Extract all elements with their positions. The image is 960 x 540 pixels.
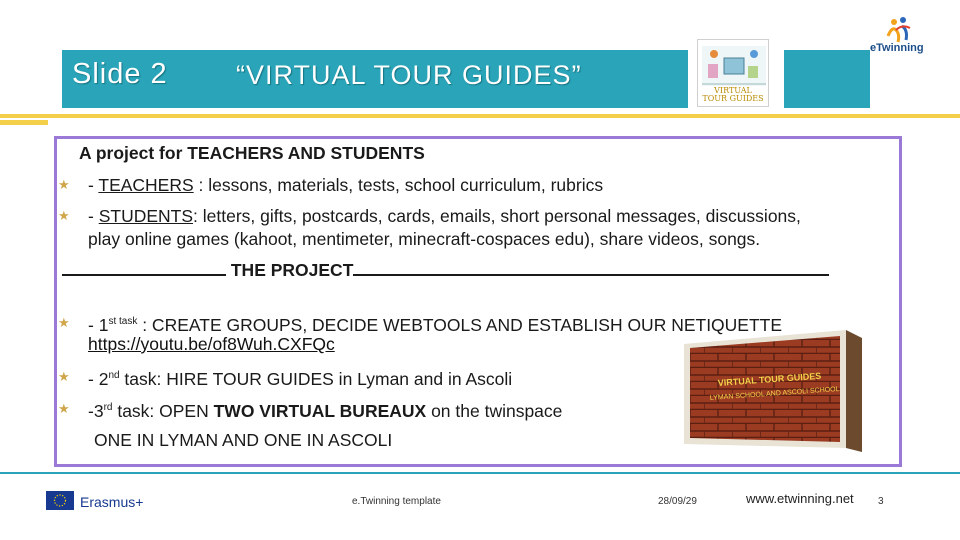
task3-bold-text: TWO VIRTUAL BUREAUX (213, 401, 427, 421)
task1-video-link[interactable]: https://youtu.be/of8Wuh.CXFQc (88, 334, 335, 354)
canvas-caption-1: VIRTUAL TOUR GUIDES (717, 370, 822, 388)
task3-prefix: -3 (88, 401, 104, 421)
brick-wall-canvas-image (676, 326, 876, 456)
students-line-2: play online games (kahoot, mentimeter, minecraft-cospaces edu), share videos, songs. (88, 229, 761, 249)
task2-superscript: nd (108, 370, 120, 381)
task3-superscript: rd (103, 402, 113, 413)
bullet-star-icon: ★ (58, 369, 70, 384)
students-line (88, 206, 801, 226)
footer-date: 28/09/29 (658, 496, 697, 507)
slide-title: “VIRTUAL TOUR GUIDES” (236, 60, 582, 90)
project-heading-line (62, 260, 829, 281)
task3-line-2: ONE IN LYMAN AND ONE IN ASCOLI (94, 430, 393, 450)
project-thumbnail-image (697, 39, 769, 107)
header-divider (0, 114, 960, 118)
bullet-star-icon: ★ (58, 208, 70, 223)
intro-heading: A project for TEACHERS AND STUDENTS (79, 143, 425, 163)
task2-line (88, 366, 512, 389)
slide-number: Slide 2 (72, 58, 168, 90)
erasmus-label: Erasmus+ (80, 494, 144, 510)
task3-line (88, 398, 562, 421)
students-label: STUDENTS (98, 206, 194, 226)
footer-template: e.Twinning template (352, 496, 441, 507)
bullet-star-icon: ★ (58, 315, 70, 330)
task1-text: : CREATE GROUPS, DECIDE WEBTOOLS AND ESTABLISH OUR NETIQUETTE (137, 315, 783, 335)
task1-prefix: - 1 (88, 315, 109, 335)
footer-page-number: 3 (878, 496, 884, 507)
bullet-star-icon: ★ (58, 401, 70, 416)
eu-flag-icon (46, 491, 74, 510)
students-prefix: - (88, 206, 99, 226)
heading-rule-right (353, 262, 829, 276)
task2-prefix: - 2 (88, 369, 109, 389)
task2-text: task: HIRE TOUR GUIDES in Lyman and in Ascoli (119, 369, 513, 389)
teachers-line (88, 175, 603, 195)
teachers-prefix: - (88, 175, 99, 195)
task3-text-a: task: OPEN (112, 401, 214, 421)
title-bar-accent (784, 50, 870, 108)
footer-website[interactable]: www.etwinning.net (746, 491, 854, 506)
canvas-caption-2: LYMAN SCHOOL AND ASCOLI SCHOOL (709, 385, 840, 402)
etwinning-logo-text: eTwinning (870, 42, 924, 54)
thumbnail-caption: VIRTUAL TOUR GUIDES (702, 86, 764, 103)
teachers-text: : lessons, materials, tests, school curriculum, rubrics (193, 175, 604, 195)
task3-text-b: on the twinspace (426, 401, 563, 421)
project-heading: THE PROJECT (226, 260, 354, 280)
footer-divider (0, 472, 960, 474)
task1-superscript: st task (108, 316, 138, 327)
bullet-star-icon: ★ (58, 177, 70, 192)
teachers-label: TEACHERS (98, 175, 194, 195)
header-accent-tab (0, 120, 48, 125)
students-text: : letters, gifts, postcards, cards, emails, short personal messages, discussions, (193, 206, 801, 226)
heading-rule-left (62, 262, 226, 276)
